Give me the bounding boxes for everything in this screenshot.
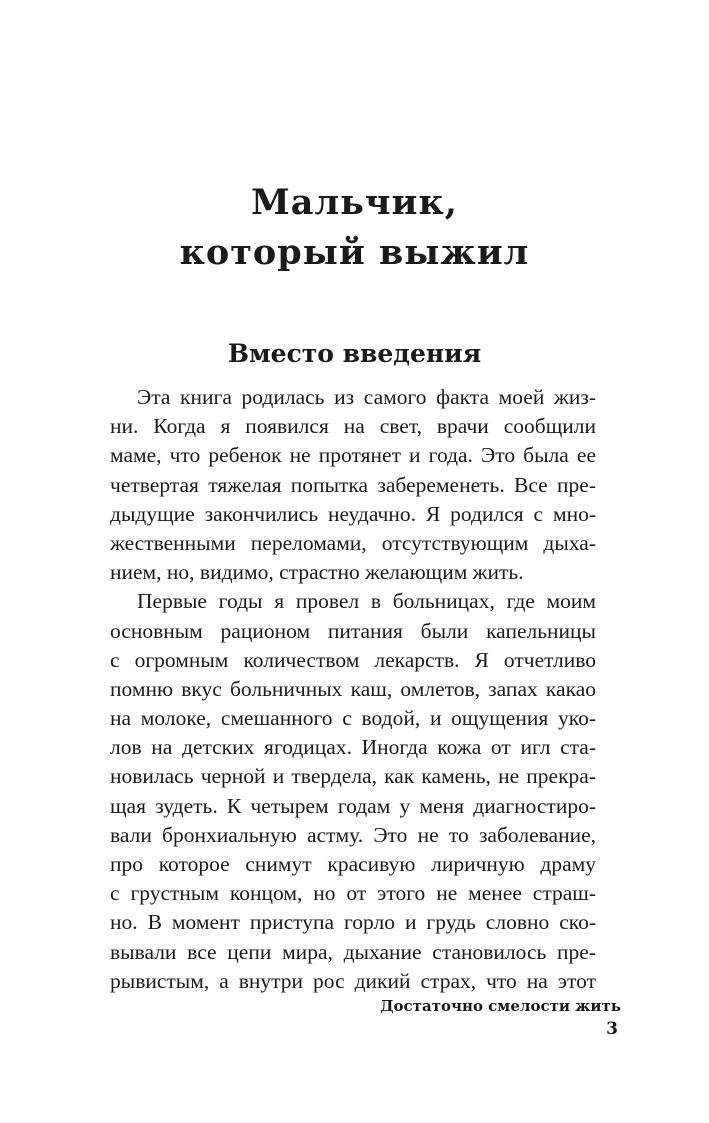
page-number: 3 [606,1019,618,1039]
chapter-title [0,178,709,278]
chapter-title-line-2: который выжил [179,232,530,273]
text-line: четвертая тяжелая попытка забеременеть. Все пре- [110,472,596,497]
text-line: помню вкус больничных каш, омлетов, запах какао [110,676,596,701]
body-text [110,383,596,996]
text-line: с грустным концом, но от этого не менее страш- [110,881,596,906]
text-line: Эта книга родилась из самого факта моей жиз- [137,385,596,409]
text-line: про которое снимут красивую лиричную драму [110,852,596,876]
text-line: дыдущие закончились неудачно. Я родился с мно- [110,501,596,526]
text-line: ни. Когда я появился на свет, врачи сообщили [110,414,596,439]
text-line: маме, что ребенок не протянет и года. Это была ее [110,443,596,468]
text-line: вали бронхиальную астму. Это не то заболевание, [110,822,596,847]
text-line: нием, но, видимо, страстно желающим жить. [110,560,524,585]
running-head: Достаточно смелости жить [380,997,621,1015]
text-line: вывали все цепи мира, дыхание становилось пре- [110,939,596,964]
text-line: жественными переломами, отсутствующим дыха- [110,530,596,555]
text-line: на молоке, смешанного с водой, и ощущения уко- [110,706,596,731]
chapter-title-line-1: Мальчик, [251,182,458,223]
text-line: лов на детских ягодицах. Иногда кожа от игл ста- [110,735,596,760]
text-line: новилась черной и твердела, как камень, не прекра- [110,764,596,789]
text-line: основным рационом питания были капельницы [110,618,596,643]
text-line: рывистым, а внутри рос дикий страх, что на этот [110,968,596,993]
text-line: Первые годы я провел в больницах, где моим [137,589,596,614]
text-line: щая зудеть. К четырем годам у меня диагностиро- [110,793,596,818]
text-line: с огромным количеством лекарств. Я отчетливо [110,647,596,672]
text-line: но. В момент приступа горло и грудь словно ско- [110,910,596,935]
section-title: Вместо введения [227,339,482,368]
